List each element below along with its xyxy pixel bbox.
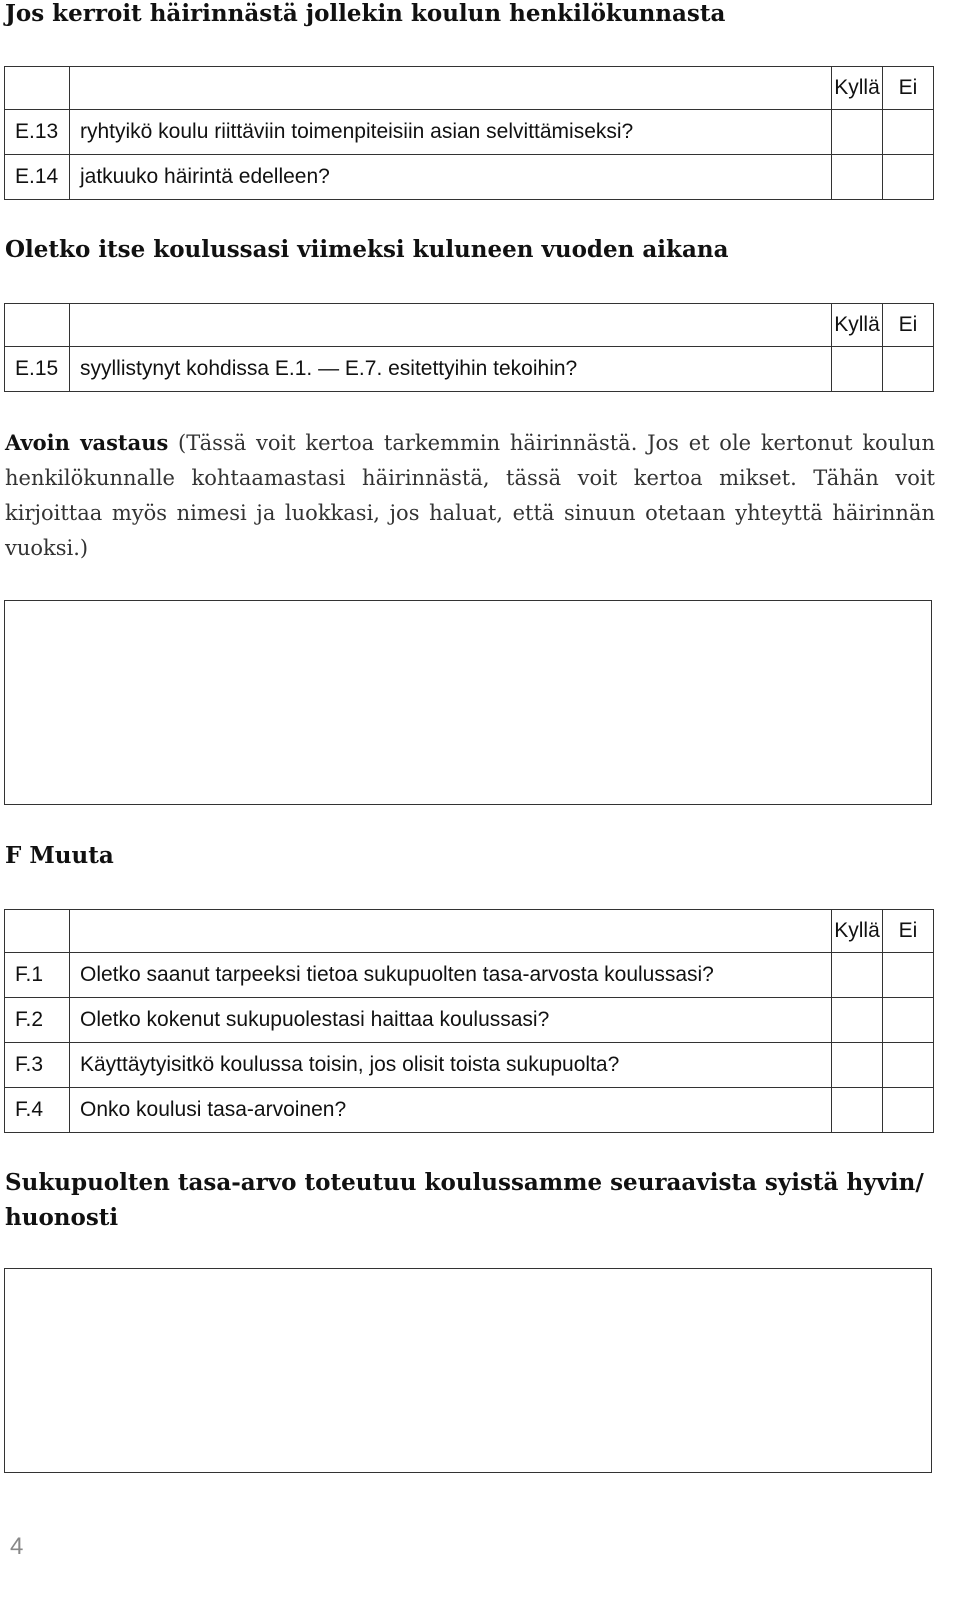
open-answer-instructions [5, 425, 935, 566]
answer-box-yes[interactable] [832, 998, 883, 1043]
question-table-e-self [4, 303, 934, 392]
column-header-yes: Kyllä [832, 304, 883, 347]
answer-box-yes[interactable] [832, 110, 883, 155]
open-answer-textbox[interactable] [4, 600, 932, 805]
question-text: Onko koulusi tasa-arvoinen? [70, 1088, 832, 1133]
question-table-f [4, 909, 934, 1133]
answer-box-no[interactable] [883, 110, 934, 155]
table-header-row [5, 67, 934, 110]
open-answer-label: Avoin vastaus [5, 430, 169, 455]
page-number: 4 [10, 1533, 24, 1560]
question-text: Käyttäytyisitkö koulussa toisin, jos olisit toista sukupuolta? [70, 1043, 832, 1088]
section-heading-equality: Sukupuolten tasa-arvo toteutuu koulussamme seuraavista syistä hyvin/ huonosti [5, 1169, 924, 1231]
question-row-f3 [5, 1043, 934, 1088]
column-header-no: Ei [883, 67, 934, 110]
column-header-no: Ei [883, 304, 934, 347]
question-text: Oletko kokenut sukupuolestasi haittaa koulussasi? [70, 998, 832, 1043]
question-row-e15 [5, 347, 934, 392]
question-text: Oletko saanut tarpeeksi tietoa sukupuolten tasa-arvosta koulussasi? [70, 953, 832, 998]
column-header-yes: Kyllä [832, 67, 883, 110]
answer-box-no[interactable] [883, 1088, 934, 1133]
answer-box-yes[interactable] [832, 155, 883, 200]
answer-box-yes[interactable] [832, 347, 883, 392]
section-heading-f: F Muuta [5, 842, 114, 869]
answer-box-no[interactable] [883, 1043, 934, 1088]
question-row-f1 [5, 953, 934, 998]
question-number: F.1 [5, 953, 70, 998]
question-number: F.3 [5, 1043, 70, 1088]
table-header-row [5, 304, 934, 347]
question-text: syyllistynyt kohdissa E.1. — E.7. esitettyihin tekoihin? [70, 347, 832, 392]
answer-box-no[interactable] [883, 998, 934, 1043]
question-number: E.15 [5, 347, 70, 392]
column-header-no: Ei [883, 910, 934, 953]
table-header-row [5, 910, 934, 953]
answer-box-yes[interactable] [832, 1088, 883, 1133]
question-row-e13 [5, 110, 934, 155]
open-answer-text: (Tässä voit kertoa tarkemmin häirinnästä. Jos et ole kertonut koulun henkilökunnalle kohtaamastasi häirinnästä, tässä voit kertoa mikset. Tähän voit kirjoittaa myös nimesi ja luokkasi, jos haluat, että sinuun otetaan yhteyttä häirinnän vuoksi.) [5, 431, 935, 560]
question-number: F.4 [5, 1088, 70, 1133]
question-table-e-told [4, 66, 934, 200]
question-text: jatkuuko häirintä edelleen? [70, 155, 832, 200]
question-number: E.13 [5, 110, 70, 155]
answer-box-no[interactable] [883, 155, 934, 200]
equality-answer-textbox[interactable] [4, 1268, 932, 1473]
section-heading-told-staff: Jos kerroit häirinnästä jollekin koulun henkilökunnasta [5, 0, 726, 27]
answer-box-no[interactable] [883, 347, 934, 392]
answer-box-yes[interactable] [832, 953, 883, 998]
question-row-e14 [5, 155, 934, 200]
answer-box-yes[interactable] [832, 1043, 883, 1088]
question-row-f4 [5, 1088, 934, 1133]
column-header-yes: Kyllä [832, 910, 883, 953]
question-row-f2 [5, 998, 934, 1043]
answer-box-no[interactable] [883, 953, 934, 998]
question-text: ryhtyikö koulu riittäviin toimenpiteisiin asian selvittämiseksi? [70, 110, 832, 155]
question-number: F.2 [5, 998, 70, 1043]
section-heading-self: Oletko itse koulussasi viimeksi kuluneen vuoden aikana [5, 236, 729, 263]
question-number: E.14 [5, 155, 70, 200]
